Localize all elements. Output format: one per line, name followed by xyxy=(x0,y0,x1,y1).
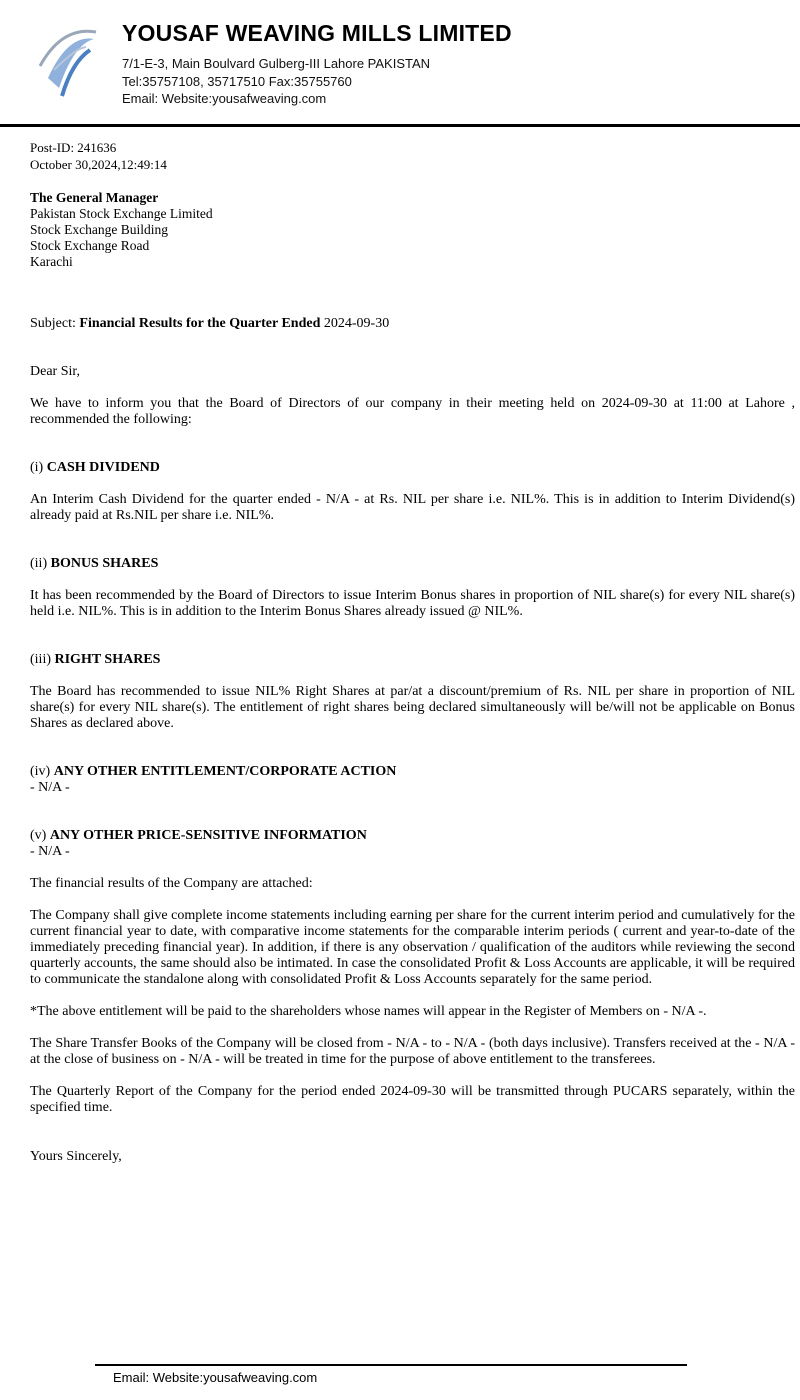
company-logo-icon xyxy=(28,20,106,100)
letterhead xyxy=(0,0,800,108)
disclosure-paragraph: The Company shall give complete income statements including earning per share for the current interim period and cumulatively for the current financial year to date, with comparative income statements for the comparable interim periods ( current and year-to-date of the immediately preceding financial year). In addition, if there is any observation / qualification of the auditors while reviewing the second quarterly accounts, the same should also be intimated. In case the consolidated Profit & Loss Accounts are applicable, it will be required to communicate the standalone along with consolidated Profit & Loss Accounts separately for the same period. xyxy=(30,907,795,987)
section-number: (i) xyxy=(30,459,44,475)
section-body-right-shares: The Board has recommended to issue NIL% Right Shares at par/at a discount/premium of Rs. NIL per share in proportion of NIL share(s) for every NIL share(s). The entitlement of right shares being declared simultaneously will be/will not be applicable on Bonus Shares as declared above. xyxy=(30,683,795,731)
subject-date: 2024-09-30 xyxy=(323,315,390,331)
closing-line: Yours Sincerely, xyxy=(30,1148,122,1164)
section-number: (ii) xyxy=(30,555,48,571)
company-email: Email: Website:yousafweaving.com xyxy=(122,91,327,106)
section-heading-price-sensitive xyxy=(30,828,795,844)
post-id: Post-ID: 241636 xyxy=(30,139,117,155)
subject-title: Financial Results for the Quarter Ended xyxy=(79,315,321,331)
company-name: YOUSAF WEAVING MILLS LIMITED xyxy=(122,20,512,46)
section-body-cash-dividend: An Interim Cash Dividend for the quarter ended - N/A - at Rs. NIL per share i.e. NIL%. This is in addition to Interim Dividend(s) already paid at Rs.NIL per share i.e. NIL%. xyxy=(30,491,795,523)
quarterly-report-paragraph: The Quarterly Report of the Company for the period ended 2024-09-30 will be transmitted through PUCARS separately, within the specified time. xyxy=(30,1083,795,1115)
recipient-block xyxy=(30,190,795,270)
page-footer xyxy=(95,1364,687,1385)
section-title: CASH DIVIDEND xyxy=(46,459,160,475)
subject-label: Subject: xyxy=(30,315,76,331)
letter-body xyxy=(0,127,800,1165)
section-number: (v) xyxy=(30,827,47,843)
section-number: (iii) xyxy=(30,651,51,667)
section-heading-right-shares xyxy=(30,652,795,668)
section-title: ANY OTHER PRICE-SENSITIVE INFORMATION xyxy=(49,827,367,843)
letter-datetime: October 30,2024,12:49:14 xyxy=(30,156,167,172)
section-title: RIGHT SHARES xyxy=(54,651,161,667)
recipient-line-1: Pakistan Stock Exchange Limited xyxy=(30,205,213,221)
recipient-line-4: Karachi xyxy=(30,253,73,269)
transfer-books-paragraph: The Share Transfer Books of the Company will be closed from - N/A - to - N/A - (both days inclusive). Transfers received at the - N/A - at the close of business on - N/A - will be treated in time for the purpose of above entitlement to the transferees. xyxy=(30,1035,795,1067)
section-body-price-sensitive: - N/A - xyxy=(30,843,70,859)
attached-line: The financial results of the Company are attached: xyxy=(30,875,313,891)
footer-email: Email: Website:yousafweaving.com xyxy=(113,1370,318,1385)
company-address: 7/1-E-3, Main Boulvard Gulberg-III Lahore PAKISTAN xyxy=(122,56,431,71)
section-body-bonus-shares: It has been recommended by the Board of Directors to issue Interim Bonus shares in proportion of NIL share(s) for every NIL share(s) held i.e. NIL%. This is in addition to the Interim Bonus Shares already issued @ NIL%. xyxy=(30,587,795,619)
company-phone-fax: Tel:35757108, 35717510 Fax:35755760 xyxy=(122,73,352,89)
section-heading-bonus-shares xyxy=(30,556,795,572)
letter-meta xyxy=(30,139,795,173)
recipient-line-3: Stock Exchange Road xyxy=(30,237,150,253)
recipient-title: The General Manager xyxy=(30,189,159,205)
subject-line xyxy=(30,316,795,332)
section-title: ANY OTHER ENTITLEMENT/CORPORATE ACTION xyxy=(53,763,397,779)
recipient-line-2: Stock Exchange Building xyxy=(30,221,168,237)
salutation: Dear Sir, xyxy=(30,363,80,379)
section-title: BONUS SHARES xyxy=(50,555,159,571)
entitlement-note: *The above entitlement will be paid to the shareholders whose names will appear in the Register of Members on - N/A -. xyxy=(30,1003,707,1019)
section-body-other-entitlement: - N/A - xyxy=(30,779,70,795)
section-heading-other-entitlement xyxy=(30,764,795,780)
intro-paragraph: We have to inform you that the Board of Directors of our company in their meeting held on 2024-09-30 at 11:00 at Lahore , recommended the following: xyxy=(30,395,795,427)
section-number: (iv) xyxy=(30,763,51,779)
section-heading-cash-dividend xyxy=(30,460,795,476)
letterhead-text xyxy=(122,20,512,108)
